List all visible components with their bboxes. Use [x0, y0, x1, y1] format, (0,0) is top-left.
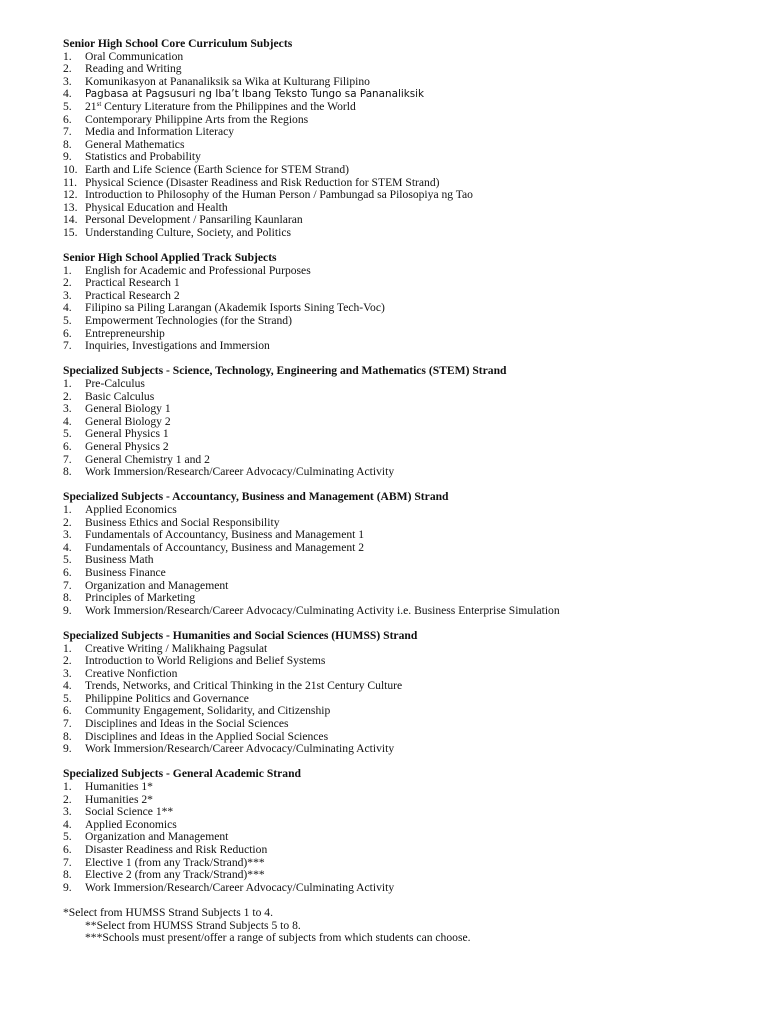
list-item — [63, 882, 753, 895]
item-text: General Mathematics — [85, 137, 185, 151]
item-number: 3. — [63, 74, 72, 88]
item-number: 5. — [63, 553, 72, 567]
item-text: Work Immersion/Research/Career Advocacy/Culminating Activity — [85, 465, 395, 479]
item-number: 5. — [63, 427, 72, 441]
item-number: 2. — [63, 515, 72, 529]
item-number: 3. — [63, 288, 72, 302]
item-text: Organization and Management — [85, 578, 229, 592]
general-academic-strand-section — [63, 768, 753, 894]
section-title: Senior High School Applied Track Subjects — [63, 251, 277, 265]
item-number: 7. — [63, 578, 72, 592]
item-number: 12. — [63, 188, 78, 202]
item-text: Applied Economics — [85, 502, 177, 516]
list-item — [63, 680, 753, 693]
item-text: Elective 1 (from any Track/Strand)*** — [85, 855, 265, 869]
item-number: 3. — [63, 805, 72, 819]
item-text: Work Immersion/Research/Career Advocacy/Culminating Activity — [85, 880, 395, 894]
item-number: 8. — [63, 868, 72, 882]
list-item — [63, 378, 753, 391]
item-number: 13. — [63, 200, 78, 214]
item-text: Community Engagement, Solidarity, and Citizenship — [85, 704, 331, 718]
list-item — [63, 743, 753, 756]
document-page — [63, 38, 753, 945]
item-text: Applied Economics — [85, 817, 177, 831]
item-text: Humanities 1* — [85, 780, 153, 794]
item-text: Principles of Marketing — [85, 591, 196, 605]
item-text: Disciplines and Ideas in the Applied Social Sciences — [85, 729, 329, 743]
item-text: Earth and Life Science (Earth Science for STEM Strand) — [85, 162, 349, 176]
section-title: Specialized Subjects - Humanities and Social Sciences (HUMSS) Strand — [63, 628, 418, 642]
item-text: General Physics 2 — [85, 440, 169, 453]
item-text: Physical Science (Disaster Readiness and Risk Reduction for STEM Strand) — [85, 175, 440, 189]
subject-list — [63, 378, 753, 479]
item-number: 7. — [63, 855, 72, 869]
item-number: 2. — [63, 792, 72, 806]
item-text: Organization and Management — [85, 830, 229, 844]
item-text: Practical Research 1 — [85, 276, 180, 290]
list-item — [63, 126, 753, 139]
item-text: Work Immersion/Research/Career Advocacy/Culminating Activity i.e. Business Enterprise Simulation — [85, 603, 560, 617]
item-number: 1. — [63, 263, 72, 277]
item-number: 5. — [63, 691, 72, 705]
item-number: 11. — [63, 175, 78, 189]
item-number: 6. — [63, 440, 72, 453]
list-item — [63, 542, 753, 555]
section-title: Specialized Subjects - Science, Technology, Engineering and Mathematics (STEM) Strand — [63, 364, 507, 378]
item-number: 8. — [63, 729, 72, 743]
item-text: Practical Research 2 — [85, 288, 180, 302]
section-title: Specialized Subjects - Accountancy, Business and Management (ABM) Strand — [63, 490, 449, 504]
item-number: 1. — [63, 377, 72, 391]
item-text: Creative Nonfiction — [85, 666, 178, 680]
item-number: 1. — [63, 49, 72, 63]
item-number: 7. — [63, 717, 72, 731]
item-number: 4. — [63, 679, 72, 693]
item-number: 5. — [63, 314, 72, 328]
item-number: 7. — [63, 339, 72, 353]
item-number: 3. — [63, 402, 72, 416]
list-item — [63, 529, 753, 542]
item-text: Business Ethics and Social Responsibility — [85, 515, 280, 529]
list-item — [63, 655, 753, 668]
item-number: 1. — [63, 780, 72, 794]
item-text: Physical Education and Health — [85, 200, 228, 214]
list-item — [63, 340, 753, 353]
subject-list — [63, 781, 753, 894]
item-text: Elective 2 (from any Track/Strand)*** — [85, 868, 265, 882]
item-text: Disciplines and Ideas in the Social Sciences — [85, 717, 289, 731]
item-text: Reading and Writing — [85, 62, 182, 76]
item-text: Contemporary Philippine Arts from the Regions — [85, 112, 309, 126]
list-item — [63, 844, 753, 857]
list-item — [63, 63, 753, 76]
item-text: Oral Communication — [85, 49, 184, 63]
item-number: 15. — [63, 225, 78, 239]
item-number: 2. — [63, 62, 72, 76]
list-item — [63, 164, 753, 177]
subject-list — [63, 643, 753, 756]
item-number: 4. — [63, 301, 72, 315]
item-number: 2. — [63, 389, 72, 403]
list-item — [63, 315, 753, 328]
item-text: Filipino sa Piling Larangan (Akademik Isports Sining Tech-Voc) — [85, 301, 385, 315]
item-text: Philippine Politics and Governance — [85, 691, 249, 705]
applied-track-section — [63, 252, 753, 353]
item-text: General Biology 2 — [85, 414, 171, 428]
list-item — [63, 554, 753, 567]
list-item — [63, 592, 753, 605]
item-text: Business Finance — [85, 565, 166, 579]
footnote: ***Schools must present/offer a range of subjects from which students can choose. — [85, 931, 471, 945]
item-number: 6. — [63, 704, 72, 718]
list-item — [63, 277, 753, 290]
section-title: Senior High School Core Curriculum Subjects — [63, 37, 293, 50]
item-text: Statistics and Probability — [85, 150, 201, 164]
list-item — [63, 504, 753, 517]
item-text: Introduction to World Religions and Belief Systems — [85, 654, 326, 668]
item-number: 3. — [63, 528, 72, 542]
item-number: 6. — [63, 326, 72, 340]
subject-list — [63, 51, 753, 240]
item-number: 4. — [63, 540, 72, 554]
item-text: Trends, Networks, and Critical Thinking in the 21st Century Culture — [85, 679, 403, 693]
item-text: Understanding Culture, Society, and Politics — [85, 225, 291, 239]
item-text: General Biology 1 — [85, 402, 171, 416]
item-number: 1. — [63, 502, 72, 516]
list-item — [63, 567, 753, 580]
subject-list — [63, 265, 753, 353]
abm-strand-section — [63, 491, 753, 617]
item-text-prefix: 21 — [85, 99, 97, 113]
item-number: 8. — [63, 591, 72, 605]
item-text: Basic Calculus — [85, 389, 155, 403]
section-title: Specialized Subjects - General Academic Strand — [63, 767, 301, 781]
list-item — [63, 605, 753, 618]
list-item — [63, 227, 753, 240]
item-text: Business Math — [85, 553, 154, 567]
item-number: 2. — [63, 654, 72, 668]
item-number: 9. — [63, 150, 72, 164]
item-text: Social Science 1** — [85, 805, 174, 819]
item-number: 2. — [63, 276, 72, 290]
list-item — [63, 441, 753, 454]
list-item — [63, 76, 753, 89]
item-text: Media and Information Literacy — [85, 125, 235, 139]
item-number: 5. — [63, 830, 72, 844]
item-text: Work Immersion/Research/Career Advocacy/Culminating Activity — [85, 742, 395, 756]
item-text-suffix: Century Literature from the Philippines and the World — [101, 99, 356, 113]
item-text-superscript: st — [96, 99, 102, 108]
item-number: 7. — [63, 125, 72, 139]
core-curriculum-section — [63, 38, 753, 240]
list-item — [63, 806, 753, 819]
item-text: English for Academic and Professional Purposes — [85, 263, 311, 277]
item-text: Pagbasa at Pagsusuri ng Iba’t Ibang Teksto Tungo sa Pananaliksik — [85, 88, 425, 101]
item-text: Disaster Readiness and Risk Reduction — [85, 843, 268, 856]
item-text: Fundamentals of Accountancy, Business and Management 2 — [85, 540, 365, 554]
item-number: 9. — [63, 603, 72, 617]
item-number: 4. — [63, 414, 72, 428]
item-text: General Physics 1 — [85, 427, 169, 441]
item-text: General Chemistry 1 and 2 — [85, 452, 210, 466]
item-number: 6. — [63, 843, 72, 856]
item-number: 8. — [63, 137, 72, 151]
subject-list — [63, 504, 753, 617]
item-text: Personal Development / Pansariling Kaunlaran — [85, 213, 303, 227]
item-number: 8. — [63, 465, 72, 479]
item-text: Komunikasyon at Pananaliksik sa Wika at Kulturang Filipino — [85, 74, 370, 88]
item-number: 6. — [63, 565, 72, 579]
item-text: Pre-Calculus — [85, 377, 145, 391]
stem-strand-section — [63, 365, 753, 478]
item-number: 4. — [63, 87, 72, 101]
item-text: Entrepreneurship — [85, 326, 165, 340]
item-number: 9. — [63, 880, 72, 894]
item-number: 7. — [63, 452, 72, 466]
list-item — [63, 101, 753, 114]
footnotes — [63, 907, 753, 945]
item-text: Inquiries, Investigations and Immersion — [85, 339, 270, 353]
footnote: *Select from HUMSS Strand Subjects 1 to 4. — [63, 905, 273, 919]
item-text: Introduction to Philosophy of the Human Person / Pambungad sa Pilosopiya ng Tao — [85, 188, 473, 202]
item-number: 9. — [63, 742, 72, 756]
item-number: 14. — [63, 213, 78, 227]
list-item — [63, 189, 753, 202]
item-number: 3. — [63, 666, 72, 680]
item-number: 4. — [63, 817, 72, 831]
item-number: 1. — [63, 641, 72, 655]
list-item — [63, 718, 753, 731]
item-number: 5. — [63, 99, 72, 113]
item-number: 10. — [63, 162, 78, 176]
humss-strand-section — [63, 630, 753, 756]
item-text: Humanities 2* — [85, 792, 153, 806]
list-item — [63, 781, 753, 794]
item-text — [85, 101, 753, 114]
list-item — [63, 466, 753, 479]
footnote: **Select from HUMSS Strand Subjects 5 to 8. — [85, 918, 301, 932]
list-item — [63, 869, 753, 882]
item-text: Empowerment Technologies (for the Strand) — [85, 314, 292, 328]
item-number: 6. — [63, 112, 72, 126]
list-item — [63, 403, 753, 416]
item-text: Fundamentals of Accountancy, Business and Management 1 — [85, 528, 365, 542]
item-text: Creative Writing / Malikhaing Pagsulat — [85, 641, 268, 655]
